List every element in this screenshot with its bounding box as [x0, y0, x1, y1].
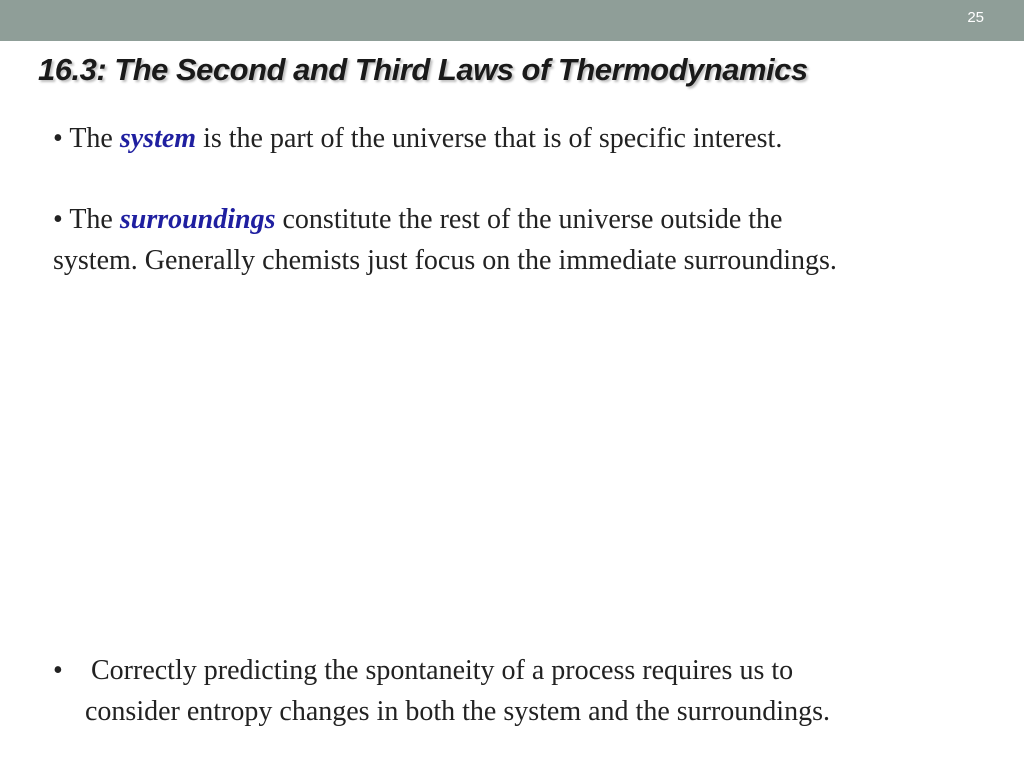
bullet-prefix: The: [69, 123, 113, 154]
top-bar: [0, 0, 1024, 41]
bullet-line-1: [53, 199, 1018, 240]
bullet-system: [53, 118, 1013, 159]
bullet-mark: •: [53, 655, 63, 686]
term-system: system: [119, 123, 197, 154]
bullet-spontaneity: [53, 650, 1013, 732]
slide-title: 16.3: The Second and Third Laws of Thermodynamics: [38, 52, 808, 87]
bullet-line-2: consider entropy changes in both the system and the surroundings.: [85, 696, 830, 727]
term-surroundings: surroundings: [119, 204, 276, 235]
bullet-surroundings: [53, 199, 1018, 281]
bullet-text: constitute the rest of the universe outside the: [282, 204, 783, 235]
bullet-prefix: The: [69, 204, 113, 235]
slide-number: 25: [967, 9, 984, 26]
bullet-line-2: system. Generally chemists just focus on the immediate surroundings.: [53, 245, 837, 276]
bullet-mark: •: [53, 204, 63, 235]
bullet-text: Correctly predicting the spontaneity of a process requires us to: [91, 655, 794, 686]
bullet-mark: •: [53, 123, 63, 154]
bullet-line-1: [53, 650, 1013, 691]
bullet-text: is the part of the universe that is of specific interest.: [203, 123, 783, 154]
